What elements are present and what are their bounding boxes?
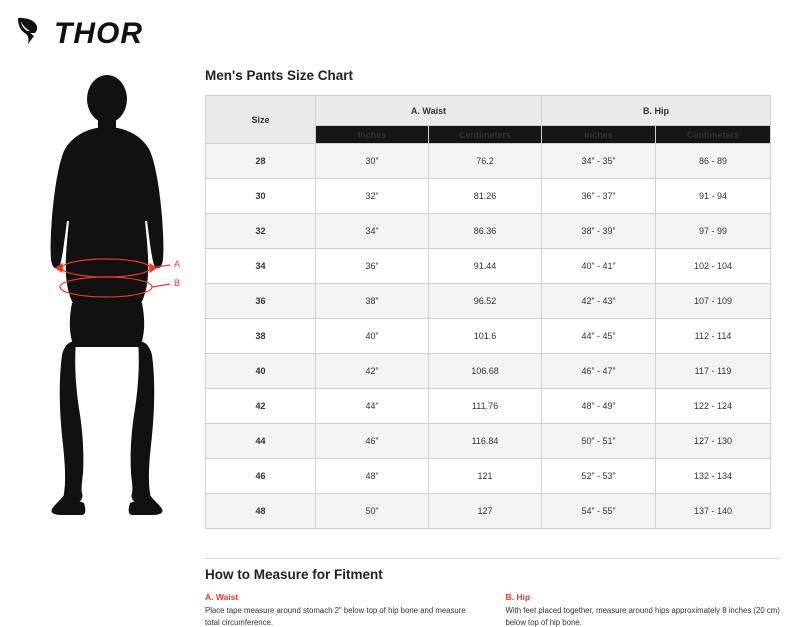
page-title: Men's Pants Size Chart (205, 68, 353, 83)
cell-waist-inches: 38” (316, 284, 429, 319)
cell-waist-inches: 48” (316, 459, 429, 494)
table-row (206, 319, 771, 354)
how-to-item-hip-text: With feet placed together, measure around hips approximately 8 inches (20 cm) below top of hip bone. (505, 606, 780, 627)
cell-hip-centimeters: 127 - 130 (656, 424, 771, 459)
cell-waist-inches: 34” (316, 214, 429, 249)
cell-hip-centimeters: 86 - 89 (656, 144, 771, 179)
cell-size: 40 (206, 354, 316, 389)
column-group-waist: A. Waist (316, 96, 542, 126)
size-chart-table (205, 95, 771, 529)
cell-waist-inches: 32” (316, 179, 429, 214)
cell-hip-inches: 38” - 39” (542, 214, 656, 249)
column-group-hip: B. Hip (542, 96, 771, 126)
cell-waist-centimeters: 101.6 (429, 319, 542, 354)
table-row (206, 179, 771, 214)
cell-hip-inches: 54” - 55” (542, 494, 656, 529)
how-to-item-hip (506, 592, 781, 627)
cell-waist-inches: 44” (316, 389, 429, 424)
cell-hip-inches: 50” - 51” (542, 424, 656, 459)
cell-waist-centimeters: 96.52 (429, 284, 542, 319)
table-body (206, 144, 771, 529)
cell-hip-inches: 52” - 53” (542, 459, 656, 494)
column-header-waist-inches: Inches (316, 126, 429, 144)
size-chart-section (205, 68, 780, 529)
cell-waist-inches: 36” (316, 249, 429, 284)
cell-hip-centimeters: 91 - 94 (656, 179, 771, 214)
cell-hip-centimeters: 112 - 114 (656, 319, 771, 354)
cell-waist-inches: 50” (316, 494, 429, 529)
table-row (206, 389, 771, 424)
cell-size: 28 (206, 144, 316, 179)
thor-helmet-icon (14, 14, 48, 53)
cell-hip-inches: 34” - 35” (542, 144, 656, 179)
table-row (206, 494, 771, 529)
how-to-item-waist-text: Place tape measure around stomach 2" below top of hip bone and measure total circumference. (205, 606, 466, 627)
cell-hip-inches: 46” - 47” (542, 354, 656, 389)
cell-waist-centimeters: 76.2 (429, 144, 542, 179)
column-header-size: Size (206, 96, 316, 144)
cell-size: 48 (206, 494, 316, 529)
cell-hip-centimeters: 107 - 109 (656, 284, 771, 319)
cell-hip-centimeters: 137 - 140 (656, 494, 771, 529)
cell-hip-inches: 44” - 45” (542, 319, 656, 354)
cell-size: 38 (206, 319, 316, 354)
cell-waist-centimeters: 111.76 (429, 389, 542, 424)
table-group-header-row (206, 96, 771, 126)
section-divider (205, 558, 780, 559)
how-to-measure-title: How to Measure for Fitment (205, 567, 383, 582)
how-to-item-waist (205, 592, 480, 627)
cell-hip-centimeters: 122 - 124 (656, 389, 771, 424)
cell-size: 44 (206, 424, 316, 459)
cell-waist-centimeters: 127 (429, 494, 542, 529)
table-row (206, 144, 771, 179)
cell-waist-inches: 46” (316, 424, 429, 459)
table-row (206, 284, 771, 319)
cell-waist-inches: 40” (316, 319, 429, 354)
cell-hip-centimeters: 117 - 119 (656, 354, 771, 389)
cell-size: 36 (206, 284, 316, 319)
cell-waist-centimeters: 86.36 (429, 214, 542, 249)
table-row (206, 354, 771, 389)
cell-hip-inches: 36” - 37” (542, 179, 656, 214)
cell-size: 32 (206, 214, 316, 249)
cell-hip-inches: 48” - 49” (542, 389, 656, 424)
cell-waist-inches: 30” (316, 144, 429, 179)
column-header-hip-centimeters: Centimeters (656, 126, 771, 144)
table-row (206, 214, 771, 249)
column-header-waist-centimeters: Centimeters (429, 126, 542, 144)
table-row (206, 249, 771, 284)
cell-hip-centimeters: 132 - 134 (656, 459, 771, 494)
how-to-item-waist-heading: A. Waist (205, 592, 239, 602)
table-row (206, 459, 771, 494)
male-body-silhouette-icon (20, 75, 195, 515)
cell-size: 42 (206, 389, 316, 424)
cell-waist-inches: 42” (316, 354, 429, 389)
how-to-measure-section (205, 558, 780, 627)
cell-hip-centimeters: 102 - 104 (656, 249, 771, 284)
cell-size: 34 (206, 249, 316, 284)
cell-waist-centimeters: 91.44 (429, 249, 542, 284)
cell-waist-centimeters: 116.84 (429, 424, 542, 459)
cell-waist-centimeters: 81.26 (429, 179, 542, 214)
cell-size: 46 (206, 459, 316, 494)
cell-hip-inches: 40” - 41” (542, 249, 656, 284)
column-header-hip-inches: Inches (542, 126, 656, 144)
brand-logo (14, 14, 143, 53)
brand-name: THOR (54, 16, 143, 50)
hip-marker-label: B (174, 278, 181, 288)
cell-hip-inches: 42” - 43” (542, 284, 656, 319)
cell-hip-centimeters: 97 - 99 (656, 214, 771, 249)
table-row (206, 424, 771, 459)
how-to-item-hip-heading: B. Hip (505, 592, 531, 602)
cell-waist-centimeters: 121 (429, 459, 542, 494)
waist-marker-label: A (174, 259, 181, 269)
cell-size: 30 (206, 179, 316, 214)
cell-waist-centimeters: 106.68 (429, 354, 542, 389)
